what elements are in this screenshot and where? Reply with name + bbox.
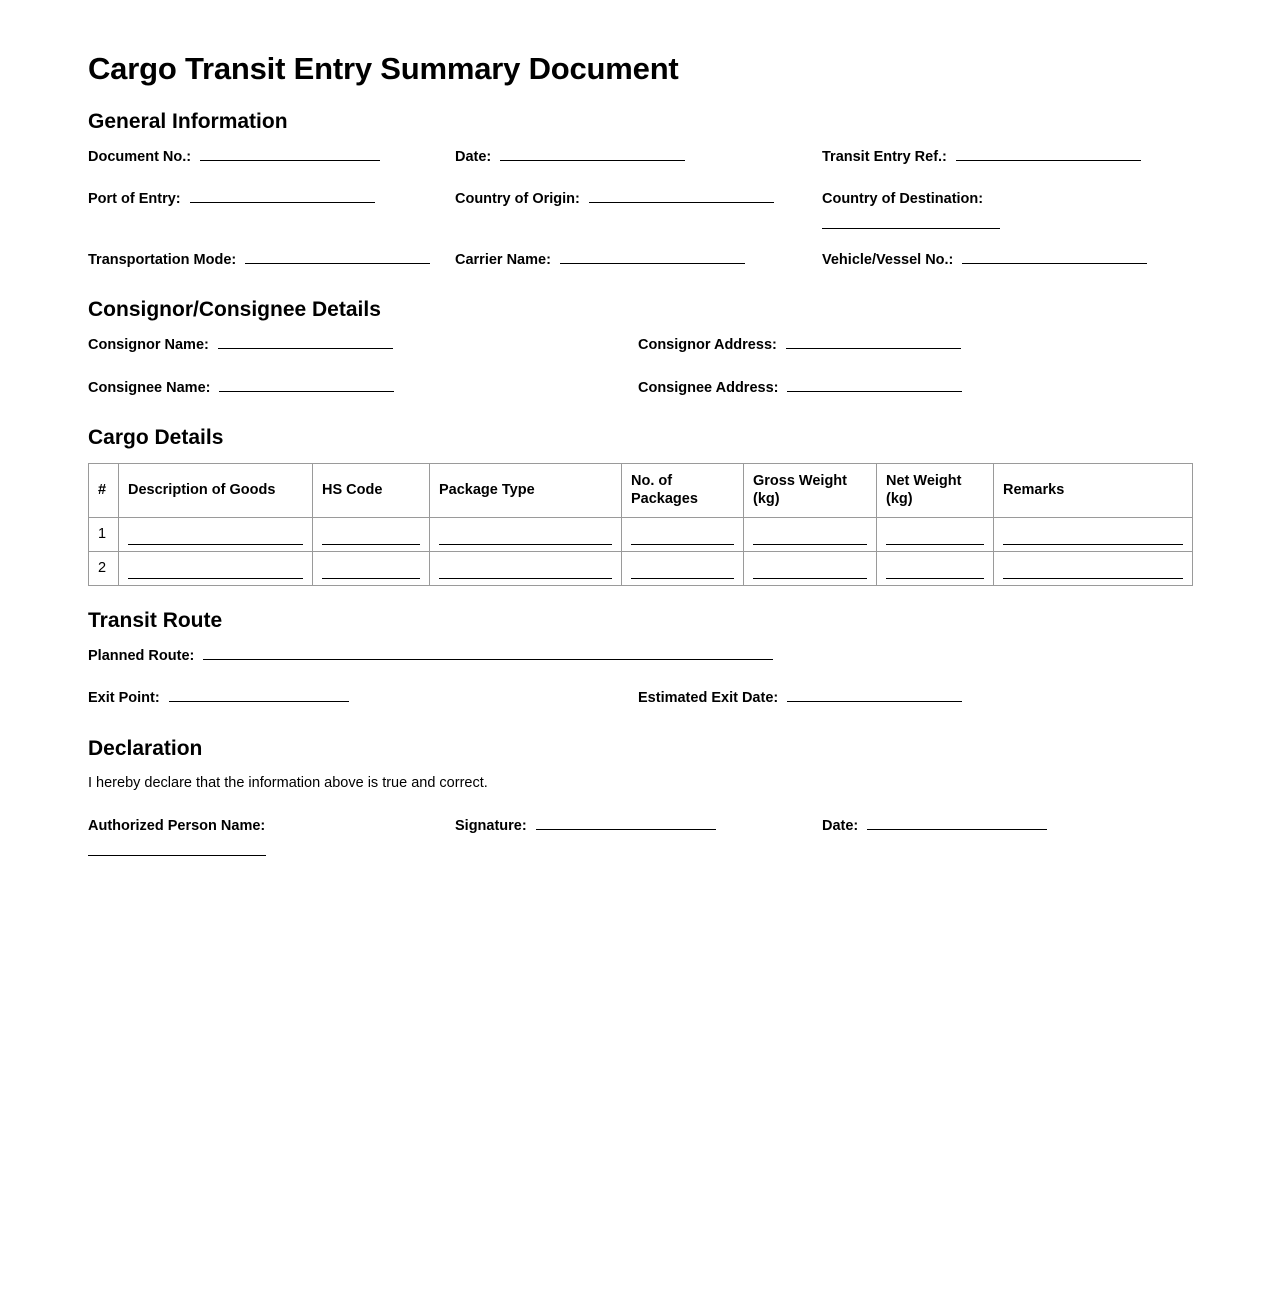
field-signature	[455, 815, 822, 837]
document-no-input[interactable]	[200, 146, 380, 161]
cell-gross-weight[interactable]	[744, 517, 877, 551]
cell-description[interactable]	[119, 517, 313, 551]
country-of-origin-input[interactable]	[589, 188, 774, 203]
declaration-signature-row	[88, 815, 1190, 855]
field-transit-entry-ref	[822, 146, 1190, 168]
signature-input[interactable]	[536, 815, 716, 830]
declaration-date-input[interactable]	[867, 815, 1047, 830]
general-information-heading: General Information	[88, 109, 288, 133]
column-header-description: Description of Goods	[119, 463, 313, 517]
field-consignor-address	[638, 334, 1190, 356]
consignee-address-input[interactable]	[787, 377, 962, 392]
row-index: 1	[89, 517, 119, 551]
estimated-exit-date-input[interactable]	[787, 687, 962, 702]
country-of-origin-label: Country of Origin:	[455, 191, 580, 208]
consignee-name-label: Consignee Name:	[88, 379, 211, 396]
field-consignee-name	[88, 377, 638, 399]
cargo-details-table	[88, 463, 1193, 586]
field-carrier-name	[455, 249, 822, 271]
transportation-mode-input[interactable]	[245, 249, 430, 264]
field-consignor-name	[88, 334, 638, 356]
field-exit-point	[88, 687, 638, 709]
cell-remarks[interactable]	[994, 551, 1193, 585]
field-port-of-entry	[88, 188, 455, 210]
declaration-heading: Declaration	[88, 736, 203, 760]
no-of-packages-input[interactable]	[631, 568, 734, 579]
gross-weight-input[interactable]	[753, 534, 867, 545]
field-declaration-date	[822, 815, 1190, 837]
authorized-person-name-label: Authorized Person Name:	[88, 818, 266, 835]
field-document-no	[88, 146, 455, 168]
consignee-address-label: Consignee Address:	[638, 379, 779, 396]
signature-label: Signature:	[455, 818, 527, 835]
cargo-details-heading: Cargo Details	[88, 426, 224, 450]
section-general-information	[88, 109, 1190, 272]
column-header-index: #	[89, 463, 119, 517]
field-consignee-address	[638, 377, 1190, 399]
consignor-consignee-heading: Consignor/Consignee Details	[88, 298, 381, 322]
cell-net-weight[interactable]	[877, 551, 994, 585]
port-of-entry-input[interactable]	[190, 188, 375, 203]
exit-row	[88, 687, 1190, 709]
consignee-row	[88, 377, 1190, 399]
column-header-remarks: Remarks	[994, 463, 1193, 517]
date-input[interactable]	[500, 146, 685, 161]
transit-entry-ref-label: Transit Entry Ref.:	[822, 148, 947, 165]
field-country-of-origin	[455, 188, 822, 210]
carrier-name-input[interactable]	[560, 249, 745, 264]
column-header-net-weight: Net Weight (kg)	[877, 463, 994, 517]
section-declaration	[88, 736, 1190, 856]
document-no-label: Document No.:	[88, 148, 192, 165]
field-vehicle-vessel-no	[822, 249, 1190, 271]
planned-route-label: Planned Route:	[88, 647, 195, 664]
general-info-row-3	[88, 249, 1190, 271]
general-info-row-1	[88, 146, 1190, 168]
hs-code-input[interactable]	[322, 534, 420, 545]
estimated-exit-date-label: Estimated Exit Date:	[638, 690, 779, 707]
field-authorized-person-name	[88, 815, 455, 855]
consignor-row	[88, 334, 1190, 356]
country-of-destination-input[interactable]	[822, 214, 1000, 229]
consignor-address-input[interactable]	[786, 334, 961, 349]
table-header-row	[89, 463, 1193, 517]
field-transportation-mode	[88, 249, 455, 271]
port-of-entry-label: Port of Entry:	[88, 191, 181, 208]
net-weight-input[interactable]	[886, 534, 984, 545]
section-transit-route	[88, 608, 1190, 710]
remarks-input[interactable]	[1003, 534, 1183, 545]
column-header-no-of-packages: No. of Packages	[622, 463, 744, 517]
field-date	[455, 146, 822, 168]
consignee-name-input[interactable]	[219, 377, 394, 392]
field-estimated-exit-date	[638, 687, 1190, 709]
package-type-input[interactable]	[439, 534, 612, 545]
net-weight-input[interactable]	[886, 568, 984, 579]
description-input[interactable]	[128, 568, 303, 579]
planned-route-input[interactable]	[203, 645, 773, 660]
country-of-destination-label: Country of Destination:	[822, 191, 984, 208]
transit-entry-ref-input[interactable]	[956, 146, 1141, 161]
cell-description[interactable]	[119, 551, 313, 585]
transit-route-heading: Transit Route	[88, 608, 223, 632]
field-country-of-destination	[822, 188, 1190, 228]
consignor-name-label: Consignor Name:	[88, 337, 209, 354]
consignor-name-input[interactable]	[218, 334, 393, 349]
table-row	[89, 551, 1193, 585]
column-header-gross-weight: Gross Weight (kg)	[744, 463, 877, 517]
cell-package-type[interactable]	[430, 517, 622, 551]
vehicle-vessel-no-input[interactable]	[962, 249, 1147, 264]
planned-route-row	[88, 645, 1190, 667]
row-index: 2	[89, 551, 119, 585]
gross-weight-input[interactable]	[753, 568, 867, 579]
package-type-input[interactable]	[439, 568, 612, 579]
cell-remarks[interactable]	[994, 517, 1193, 551]
field-planned-route	[88, 645, 773, 667]
description-input[interactable]	[128, 534, 303, 545]
no-of-packages-input[interactable]	[631, 534, 734, 545]
column-header-hs-code: HS Code	[313, 463, 430, 517]
general-info-row-2	[88, 188, 1190, 228]
exit-point-input[interactable]	[169, 687, 349, 702]
cell-no-of-packages[interactable]	[622, 517, 744, 551]
page-title: Cargo Transit Entry Summary Document	[88, 51, 679, 86]
section-cargo-details	[88, 425, 1190, 585]
cell-package-type[interactable]	[430, 551, 622, 585]
hs-code-input[interactable]	[322, 568, 420, 579]
transportation-mode-label: Transportation Mode:	[88, 251, 237, 268]
exit-point-label: Exit Point:	[88, 690, 160, 707]
authorized-person-name-input[interactable]	[88, 841, 266, 856]
declaration-statement: I hereby declare that the information above is true and correct.	[88, 774, 488, 791]
cell-hs-code[interactable]	[313, 551, 430, 585]
remarks-input[interactable]	[1003, 568, 1183, 579]
consignor-address-label: Consignor Address:	[638, 337, 777, 354]
column-header-package-type: Package Type	[430, 463, 622, 517]
cell-net-weight[interactable]	[877, 517, 994, 551]
cell-gross-weight[interactable]	[744, 551, 877, 585]
carrier-name-label: Carrier Name:	[455, 251, 551, 268]
cell-no-of-packages[interactable]	[622, 551, 744, 585]
declaration-date-label: Date:	[822, 818, 859, 835]
cell-hs-code[interactable]	[313, 517, 430, 551]
section-consignor-consignee	[88, 297, 1190, 399]
vehicle-vessel-no-label: Vehicle/Vessel No.:	[822, 251, 954, 268]
date-label: Date:	[455, 148, 492, 165]
table-row	[89, 517, 1193, 551]
